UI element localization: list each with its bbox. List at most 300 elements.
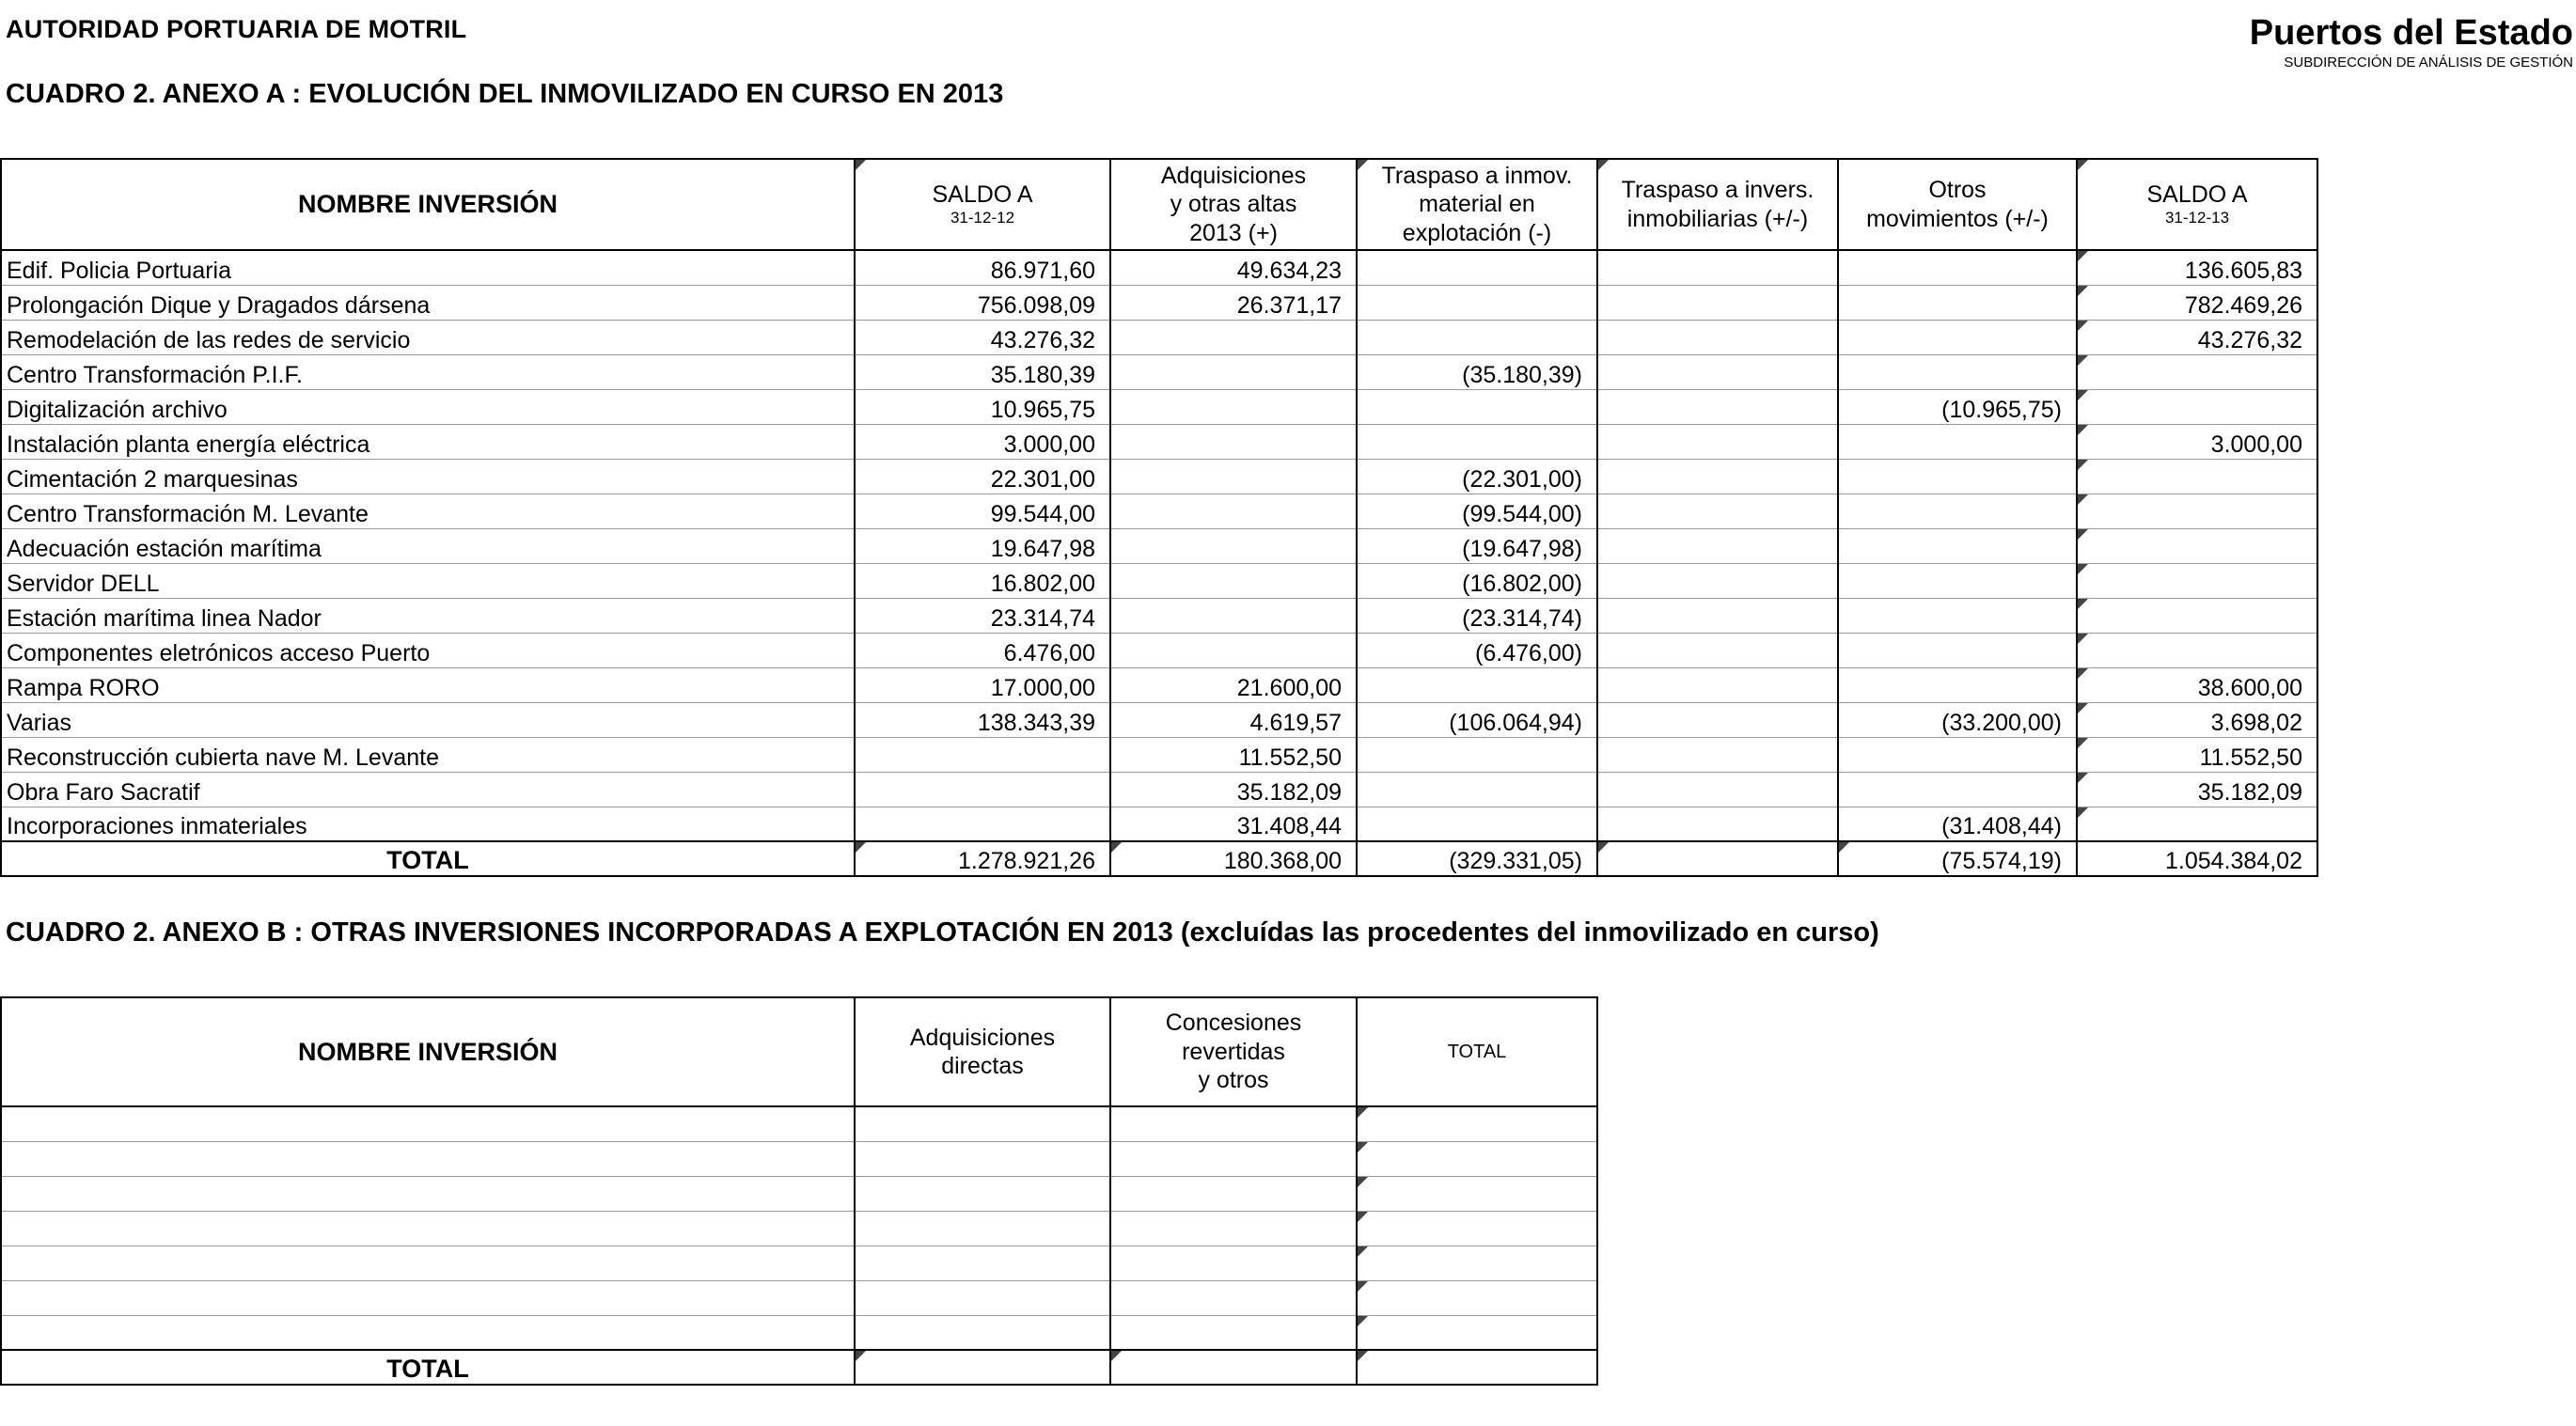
- table-row: [1, 320, 2317, 354]
- value-text: (19.647,98): [1462, 535, 1582, 562]
- col-header-tm-line1: Traspaso a inmov.: [1381, 162, 1573, 189]
- value-text: (33.200,00): [1941, 709, 2062, 736]
- value-cell: [1357, 1315, 1597, 1350]
- total-label: TOTAL: [1, 841, 855, 876]
- value-cell: [1110, 1246, 1357, 1280]
- cell-comment-marker: [1358, 1316, 1368, 1326]
- value-cell-trasp-mat: [1357, 598, 1597, 633]
- value-cell-adq: [1110, 320, 1357, 354]
- value-cell-saldo-fin: [2077, 250, 2317, 285]
- value-cell-trasp-mat: [1357, 702, 1597, 737]
- investment-name-cell: Obra Faro Sacratif: [1, 772, 855, 807]
- value-text: 35.182,09: [2197, 778, 2302, 806]
- cell-comment-marker: [1598, 160, 1609, 170]
- col-header-adqd-line1: Adquisiciones: [909, 1024, 1056, 1051]
- cell-comment-marker: [2078, 355, 2088, 366]
- investment-name-cell: Servidor DELL: [1, 563, 855, 598]
- investment-name-cell: Instalación planta energía eléctrica: [1, 424, 855, 459]
- value-cell-trasp-inm: [1597, 598, 1838, 633]
- value-text: 49.634,23: [1236, 257, 1342, 284]
- col-header-saldo-fin-line2: 31-12-13: [2164, 209, 2230, 227]
- col-header-ti-line2: inmobiliarias (+/-): [1626, 205, 1809, 232]
- table-row: [1, 1141, 1597, 1176]
- cell-comment-marker: [2078, 668, 2088, 679]
- value-cell-saldo-ini: [855, 633, 1110, 667]
- col-header-saldo-fin-line1: SALDO A: [2146, 180, 2248, 208]
- value-cell-saldo-fin: [2077, 563, 2317, 598]
- total-cell: [1110, 1350, 1357, 1385]
- investment-name-cell: Centro Transformación P.I.F.: [1, 354, 855, 389]
- investment-name-cell: Adecuación estación marítima: [1, 528, 855, 563]
- value-cell: [1357, 1141, 1597, 1176]
- value-cell-adq: [1110, 563, 1357, 598]
- value-text: (6.476,00): [1475, 639, 1582, 666]
- value-text: 16.802,00: [990, 570, 1095, 597]
- table-row: [1, 424, 2317, 459]
- total-cell-trasp-mat: [1357, 841, 1597, 876]
- col-header-adq-line1: Adquisiciones: [1160, 162, 1307, 189]
- cell-comment-marker: [2078, 251, 2088, 261]
- total-cell-trasp-inm: [1597, 841, 1838, 876]
- cell-comment-marker: [1358, 1212, 1368, 1222]
- value-cell-trasp-inm: [1597, 772, 1838, 807]
- cell-comment-marker: [1358, 160, 1368, 170]
- value-cell-trasp-mat: [1357, 250, 1597, 285]
- value-cell-adq: [1110, 807, 1357, 841]
- investment-name-cell: Incorporaciones inmateriales: [1, 807, 855, 841]
- value-cell-trasp-mat: [1357, 285, 1597, 320]
- value-cell-saldo-ini: [855, 320, 1110, 354]
- value-cell-adq: [1110, 702, 1357, 737]
- cell-comment-marker: [1598, 842, 1609, 853]
- table-row: [1, 1211, 1597, 1246]
- investment-name-cell: Centro Transformación M. Levante: [1, 494, 855, 528]
- value-cell-trasp-mat: [1357, 667, 1597, 702]
- col-header-adq-line2: y otras altas: [1170, 191, 1297, 218]
- value-cell-otros: [1838, 424, 2077, 459]
- value-cell-trasp-inm: [1597, 320, 1838, 354]
- total-value-text: 180.368,00: [1223, 848, 1342, 874]
- value-cell-trasp-inm: [1597, 737, 1838, 772]
- value-cell-adq: [1110, 494, 1357, 528]
- table-b-title: CUADRO 2. ANEXO B : OTRAS INVERSIONES INCORPORADAS A EXPLOTACIÓN EN 2013 (excluídas las procedentes del inmovilizado en curso): [6, 917, 1879, 948]
- value-cell: [855, 1141, 1110, 1176]
- value-cell-saldo-fin: [2077, 772, 2317, 807]
- value-text: 10.965,75: [990, 396, 1095, 423]
- value-cell-adq: [1110, 354, 1357, 389]
- value-cell-otros: [1838, 354, 2077, 389]
- table-row: [1, 807, 2317, 841]
- cell-comment-marker: [2078, 703, 2088, 713]
- investment-name-cell: [1, 1176, 855, 1211]
- value-cell: [855, 1176, 1110, 1211]
- brand-subtitle: SUBDIRECCIÓN DE ANÁLISIS DE GESTIÓN: [2284, 55, 2573, 71]
- table-row: [1, 250, 2317, 285]
- value-cell-adq: [1110, 285, 1357, 320]
- value-cell-adq: [1110, 737, 1357, 772]
- value-cell-saldo-fin: [2077, 494, 2317, 528]
- cell-comment-marker: [2078, 634, 2088, 644]
- value-cell-saldo-ini: [855, 459, 1110, 494]
- col-header-nombre: NOMBRE INVERSIÓN: [1, 997, 855, 1106]
- total-value-text: 1.278.921,26: [958, 848, 1095, 874]
- cell-comment-marker: [856, 842, 866, 853]
- table-row: [1, 1280, 1597, 1315]
- value-cell: [1110, 1280, 1357, 1315]
- value-text: 756.098,09: [977, 291, 1095, 319]
- cell-comment-marker: [1358, 1281, 1368, 1292]
- value-cell-saldo-fin: [2077, 285, 2317, 320]
- table-row: [1, 563, 2317, 598]
- investment-name-cell: Digitalización archivo: [1, 389, 855, 424]
- value-cell-trasp-mat: [1357, 807, 1597, 841]
- value-text: 23.314,74: [990, 604, 1095, 632]
- investment-name-cell: Cimentación 2 marquesinas: [1, 459, 855, 494]
- col-header-tm-line2: material en: [1419, 191, 1535, 218]
- col-header-otros: [1838, 159, 2077, 250]
- value-cell-saldo-ini: [855, 667, 1110, 702]
- total-cell-saldo-fin: [2077, 841, 2317, 876]
- table-anexo-a: [0, 158, 2318, 877]
- col-header-adq-directas: [855, 997, 1110, 1106]
- value-cell-otros: [1838, 807, 2077, 841]
- value-cell-saldo-fin: [2077, 737, 2317, 772]
- value-text: 136.605,83: [2184, 257, 2302, 284]
- value-cell-otros: [1838, 459, 2077, 494]
- total-cell-saldo-ini: [855, 841, 1110, 876]
- value-cell-saldo-fin: [2077, 528, 2317, 563]
- value-text: (106.064,94): [1449, 709, 1582, 736]
- value-text: 26.371,17: [1236, 291, 1342, 319]
- investment-name-cell: Varias: [1, 702, 855, 737]
- value-cell-saldo-fin: [2077, 807, 2317, 841]
- value-cell-saldo-ini: [855, 807, 1110, 841]
- table-b-header-row: [1, 997, 1597, 1106]
- value-cell-trasp-inm: [1597, 494, 1838, 528]
- value-cell-adq: [1110, 598, 1357, 633]
- value-text: (16.802,00): [1462, 570, 1582, 597]
- value-cell-saldo-ini: [855, 702, 1110, 737]
- value-text: 11.552,50: [1238, 744, 1342, 771]
- investment-name-cell: [1, 1106, 855, 1141]
- value-cell-saldo-fin: [2077, 459, 2317, 494]
- value-cell-otros: [1838, 494, 2077, 528]
- investment-name-cell: [1, 1280, 855, 1315]
- col-header-total: TOTAL: [1357, 997, 1597, 1106]
- table-row: [1, 702, 2317, 737]
- value-cell-trasp-mat: [1357, 633, 1597, 667]
- value-text: 43.276,32: [990, 326, 1095, 353]
- investment-name-cell: [1, 1246, 855, 1280]
- table-row: [1, 1246, 1597, 1280]
- value-text: (31.408,44): [1941, 813, 2062, 839]
- value-cell-trasp-inm: [1597, 528, 1838, 563]
- value-cell-saldo-fin: [2077, 354, 2317, 389]
- value-cell: [1357, 1106, 1597, 1141]
- cell-comment-marker: [2078, 773, 2088, 783]
- value-text: (35.180,39): [1462, 361, 1582, 388]
- value-cell-saldo-fin: [2077, 667, 2317, 702]
- total-cell: [1357, 1350, 1597, 1385]
- cell-comment-marker: [1358, 1142, 1368, 1152]
- value-cell-trasp-inm: [1597, 563, 1838, 598]
- table-a-title: CUADRO 2. ANEXO A : EVOLUCIÓN DEL INMOVILIZADO EN CURSO EN 2013: [6, 79, 1004, 109]
- value-cell-saldo-fin: [2077, 320, 2317, 354]
- value-cell-otros: [1838, 772, 2077, 807]
- cell-comment-marker: [2078, 425, 2088, 435]
- value-text: 782.469,26: [2184, 291, 2302, 319]
- cell-comment-marker: [2078, 599, 2088, 609]
- value-cell-saldo-ini: [855, 528, 1110, 563]
- value-cell-trasp-inm: [1597, 424, 1838, 459]
- value-cell-trasp-inm: [1597, 389, 1838, 424]
- brand-name: Puertos del Estado: [2249, 13, 2573, 53]
- total-value-text: (329.331,05): [1449, 848, 1582, 874]
- value-text: 21.600,00: [1236, 674, 1342, 701]
- cell-comment-marker: [1358, 1107, 1368, 1118]
- value-cell-saldo-fin: [2077, 702, 2317, 737]
- value-cell-saldo-ini: [855, 737, 1110, 772]
- value-text: (23.314,74): [1462, 604, 1582, 632]
- value-cell-trasp-inm: [1597, 667, 1838, 702]
- value-text: 31.408,44: [1236, 813, 1342, 839]
- value-text: 35.180,39: [990, 361, 1095, 388]
- value-cell-adq: [1110, 389, 1357, 424]
- table-row: [1, 354, 2317, 389]
- table-row: [1, 1106, 1597, 1141]
- col-header-conc-line3: y otros: [1198, 1067, 1269, 1094]
- total-cell-adq: [1110, 841, 1357, 876]
- value-text: 86.971,60: [990, 257, 1095, 284]
- table-row: [1, 285, 2317, 320]
- col-header-traspaso-inmobiliarias: [1597, 159, 1838, 250]
- value-cell-saldo-fin: [2077, 389, 2317, 424]
- value-cell: [855, 1211, 1110, 1246]
- value-cell-trasp-inm: [1597, 285, 1838, 320]
- value-text: 17.000,00: [990, 674, 1095, 701]
- table-row: [1, 459, 2317, 494]
- value-text: 99.544,00: [990, 500, 1095, 527]
- value-cell: [1110, 1211, 1357, 1246]
- value-text: 11.552,50: [2199, 744, 2302, 771]
- value-cell: [1110, 1315, 1357, 1350]
- investment-name-cell: [1, 1315, 855, 1350]
- value-cell-adq: [1110, 459, 1357, 494]
- cell-comment-marker: [2078, 390, 2088, 400]
- table-row: [1, 633, 2317, 667]
- value-cell-trasp-mat: [1357, 424, 1597, 459]
- cell-comment-marker: [1358, 1351, 1368, 1361]
- value-text: 4.619,57: [1249, 709, 1342, 736]
- value-cell-saldo-ini: [855, 563, 1110, 598]
- investment-name-cell: Edif. Policia Portuaria: [1, 250, 855, 285]
- value-text: (10.965,75): [1941, 396, 2062, 423]
- cell-comment-marker: [2078, 460, 2088, 470]
- value-cell-trasp-inm: [1597, 250, 1838, 285]
- cell-comment-marker: [2078, 529, 2088, 540]
- total-label: TOTAL: [1, 1350, 855, 1385]
- total-cell: [855, 1350, 1110, 1385]
- value-cell-adq: [1110, 633, 1357, 667]
- investment-name-cell: Estación marítima linea Nador: [1, 598, 855, 633]
- value-cell: [1110, 1176, 1357, 1211]
- table-row: [1, 772, 2317, 807]
- table-row: [1, 528, 2317, 563]
- cell-comment-marker: [856, 160, 866, 170]
- value-cell: [1357, 1176, 1597, 1211]
- investment-name-cell: Prolongación Dique y Dragados dársena: [1, 285, 855, 320]
- col-header-ti-line1: Traspaso a invers.: [1621, 177, 1814, 203]
- col-header-adqd-line2: directas: [941, 1053, 1024, 1079]
- value-cell-otros: [1838, 250, 2077, 285]
- value-cell: [855, 1280, 1110, 1315]
- investment-name-cell: Remodelación de las redes de servicio: [1, 320, 855, 354]
- value-text: 3.000,00: [1003, 431, 1095, 458]
- cell-comment-marker: [1839, 842, 1849, 853]
- col-header-otros-line1: Otros: [1928, 177, 1987, 203]
- value-cell: [855, 1315, 1110, 1350]
- value-cell-trasp-inm: [1597, 807, 1838, 841]
- value-cell: [1357, 1280, 1597, 1315]
- value-cell-otros: [1838, 285, 2077, 320]
- value-cell-otros: [1838, 320, 2077, 354]
- value-cell-saldo-fin: [2077, 424, 2317, 459]
- value-cell-otros: [1838, 702, 2077, 737]
- value-text: (22.301,00): [1462, 465, 1582, 493]
- value-cell: [855, 1246, 1110, 1280]
- value-text: 6.476,00: [1003, 639, 1095, 666]
- col-header-adquisiciones: [1110, 159, 1357, 250]
- cell-comment-marker: [2078, 564, 2088, 574]
- table-row: [1, 737, 2317, 772]
- table-row: [1, 389, 2317, 424]
- col-header-saldo-ini-line1: SALDO A: [932, 180, 1033, 208]
- col-header-concesiones: [1110, 997, 1357, 1106]
- table-a-total-row: [1, 841, 2317, 876]
- value-cell-saldo-fin: [2077, 633, 2317, 667]
- organization-name: AUTORIDAD PORTUARIA DE MOTRIL: [6, 15, 467, 43]
- value-cell-saldo-fin: [2077, 598, 2317, 633]
- value-cell: [1110, 1106, 1357, 1141]
- value-cell-saldo-ini: [855, 389, 1110, 424]
- col-header-conc-line2: revertidas: [1182, 1038, 1285, 1065]
- value-cell-saldo-ini: [855, 285, 1110, 320]
- investment-name-cell: [1, 1141, 855, 1176]
- table-b-total-row: [1, 1350, 1597, 1385]
- value-cell-trasp-mat: [1357, 563, 1597, 598]
- value-cell-trasp-mat: [1357, 389, 1597, 424]
- value-cell-otros: [1838, 563, 2077, 598]
- value-cell-saldo-ini: [855, 598, 1110, 633]
- value-cell-trasp-mat: [1357, 354, 1597, 389]
- total-value-text: (75.574,19): [1941, 848, 2062, 874]
- cell-comment-marker: [1111, 1351, 1122, 1361]
- table-row: [1, 1176, 1597, 1211]
- cell-comment-marker: [1358, 1177, 1368, 1187]
- value-cell-trasp-mat: [1357, 737, 1597, 772]
- value-cell-adq: [1110, 424, 1357, 459]
- total-value-text: 1.054.384,02: [2165, 848, 2302, 874]
- col-header-otros-line2: movimientos (+/-): [1866, 205, 2049, 232]
- value-cell-trasp-mat: [1357, 528, 1597, 563]
- value-cell-adq: [1110, 250, 1357, 285]
- col-header-traspaso-material: [1357, 159, 1597, 250]
- cell-comment-marker: [2078, 738, 2088, 748]
- value-text: 35.182,09: [1236, 778, 1342, 806]
- cell-comment-marker: [2078, 160, 2088, 170]
- table-row: [1, 1315, 1597, 1350]
- cell-comment-marker: [2078, 286, 2088, 296]
- investment-name-cell: Componentes eletrónicos acceso Puerto: [1, 633, 855, 667]
- col-header-nombre: NOMBRE INVERSIÓN: [1, 159, 855, 250]
- value-text: 138.343,39: [977, 709, 1095, 736]
- investment-name-cell: Rampa RORO: [1, 667, 855, 702]
- value-text: 19.647,98: [990, 535, 1095, 562]
- cell-comment-marker: [2078, 321, 2088, 331]
- value-cell-adq: [1110, 772, 1357, 807]
- table-row: [1, 598, 2317, 633]
- col-header-saldo-ini: [855, 159, 1110, 250]
- col-header-tm-line3: explotación (-): [1402, 219, 1552, 246]
- value-cell-saldo-ini: [855, 354, 1110, 389]
- investment-name-cell: Reconstrucción cubierta nave M. Levante: [1, 737, 855, 772]
- value-cell-trasp-mat: [1357, 494, 1597, 528]
- value-cell: [1110, 1141, 1357, 1176]
- value-cell-trasp-mat: [1357, 459, 1597, 494]
- value-cell: [1357, 1211, 1597, 1246]
- table-row: [1, 667, 2317, 702]
- cell-comment-marker: [1358, 1246, 1368, 1257]
- value-text: 38.600,00: [2197, 674, 2302, 701]
- value-cell-saldo-ini: [855, 772, 1110, 807]
- value-cell-trasp-inm: [1597, 633, 1838, 667]
- value-cell-saldo-ini: [855, 424, 1110, 459]
- col-header-saldo-ini-line2: 31-12-12: [950, 209, 1015, 227]
- cell-comment-marker: [856, 1351, 866, 1361]
- value-text: (99.544,00): [1462, 500, 1582, 527]
- cell-comment-marker: [1111, 842, 1122, 853]
- value-cell-otros: [1838, 667, 2077, 702]
- value-cell-adq: [1110, 528, 1357, 563]
- value-text: 22.301,00: [990, 465, 1095, 493]
- col-header-adq-line3: 2013 (+): [1189, 219, 1278, 246]
- value-cell-otros: [1838, 528, 2077, 563]
- value-cell: [855, 1106, 1110, 1141]
- value-cell-trasp-inm: [1597, 459, 1838, 494]
- value-cell-trasp-inm: [1597, 702, 1838, 737]
- cell-comment-marker: [2078, 807, 2088, 818]
- value-cell-otros: [1838, 737, 2077, 772]
- value-cell-saldo-ini: [855, 494, 1110, 528]
- table-anexo-b: [0, 996, 1598, 1386]
- investment-name-cell: [1, 1211, 855, 1246]
- col-header-saldo-fin: [2077, 159, 2317, 250]
- value-text: 43.276,32: [2197, 326, 2302, 353]
- value-cell-adq: [1110, 667, 1357, 702]
- value-cell-saldo-ini: [855, 250, 1110, 285]
- table-a-header-row: [1, 159, 2317, 250]
- value-cell-otros: [1838, 633, 2077, 667]
- cell-comment-marker: [2078, 494, 2088, 505]
- value-text: 3.000,00: [2210, 431, 2302, 458]
- total-cell-otros: [1838, 841, 2077, 876]
- value-text: 3.698,02: [2210, 709, 2302, 736]
- value-cell-otros: [1838, 389, 2077, 424]
- value-cell: [1357, 1246, 1597, 1280]
- value-cell-trasp-mat: [1357, 772, 1597, 807]
- table-row: [1, 494, 2317, 528]
- value-cell-trasp-inm: [1597, 354, 1838, 389]
